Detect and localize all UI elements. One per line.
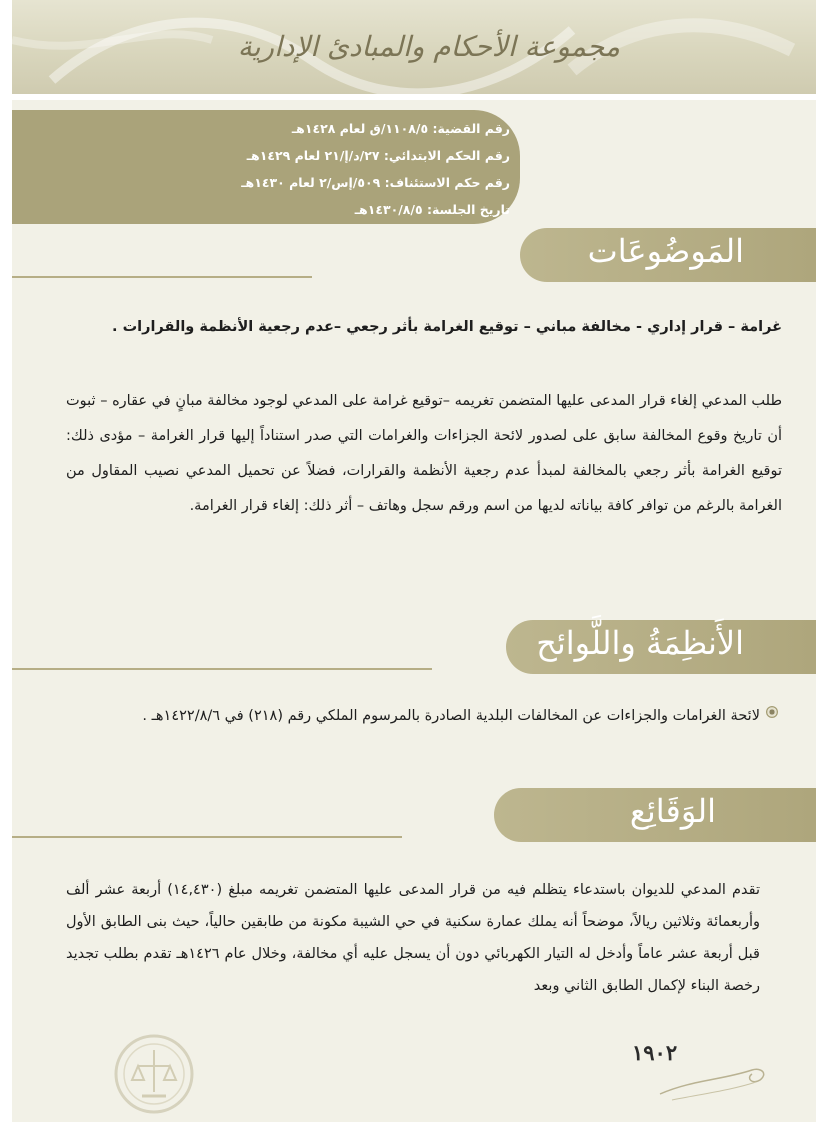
section-divider <box>12 668 432 670</box>
regulation-item: لائحة الغرامات والجزاءات عن المخالفات البلدية الصادرة بالمرسوم الملكي رقم (٢١٨) في ١٤٢٢/٨/٦هـ . <box>142 708 760 724</box>
section-title-regulations: الأَنظِمَةُ واللَّوائح <box>536 624 744 662</box>
topics-keywords: غرامة – قرار إداري - مخالفة مباني – توقيع الغرامة بأثر رجعي –عدم رجعية الأنظمة والقرارات . <box>112 319 782 335</box>
facts-text: تقدم المدعي للديوان باستدعاء يتظلم فيه من قرار المدعى عليها المتضمن تغريمه مبلغ (١٤,٤٣٠) أربعة عشر ألف وأربعمائة وثلاثين ريالاً، موضحاً أنه يملك عمارة سكنية في حي الشيبة مكونة من طابقين حالياً، حيث بنى الطابق الأول قبل أربعة عشر عاماً وأدخل له التيار الكهربائي دون أن يسجل عليه أي مخالفة، وخلال عام ١٤٢٦هـ تقدم بطلب تجديد رخصة البناء لإكمال الطابق الثاني وبعد <box>66 882 760 994</box>
section-title-topics: المَوضُوعَات <box>587 232 744 270</box>
section-header-regulations <box>12 610 816 680</box>
case-summary: طلب المدعي إلغاء قرار المدعى عليها المتضمن تغريمه –توقيع غرامة على المدعي لوجود مخالفة مبانٍ في عقاره – ثبوت أن تاريخ وقوع المخالفة سابق على لصدور لائحة الجزاءات والغرامات التي صدر استناداً إليها قرار الغرامة – مؤدى ذلك: توقيع الغرامة بأثر رجعي بالمخالفة لمبدأ عدم رجعية الأنظمة والقرارات، فضلاً عن تحميل المدعي نصيب المقاول من الغرامة بالرغم من توافر كافة بياناته لديها من اسم ورقم سجل وهاتف – أثر ذلك: إلغاء قرار الغرامة. <box>66 393 782 514</box>
emblem-seal-icon <box>112 1032 196 1116</box>
section-title-facts: الوَقَائِع <box>629 792 716 830</box>
section-divider <box>12 276 312 278</box>
first-instance-ruling-number: رقم الحكم الابتدائي: ٢٧/د/إ/٢١ لعام ١٤٢٩هـ <box>246 148 510 163</box>
section-header-facts <box>12 778 816 848</box>
header-band <box>12 0 816 100</box>
page-number: ١٩٠٢ <box>632 1040 678 1065</box>
case-number: رقم القضية: ١١٠٨/٥/ق لعام ١٤٢٨هـ <box>291 121 510 136</box>
document-page <box>12 0 816 1122</box>
publication-title: مجموعة الأحكام والمبادئ الإدارية <box>237 30 620 63</box>
session-date: تاريخ الجلسة: ١٤٣٠/٨/٥هـ <box>354 202 510 217</box>
section-header-topics <box>12 218 816 288</box>
bullet-icon <box>766 706 778 718</box>
case-info-box <box>12 110 520 224</box>
appeal-ruling-number: رقم حكم الاستئناف: ٥٠٩/إس/٢ لعام ١٤٣٠هـ <box>241 175 510 190</box>
section-divider <box>12 836 402 838</box>
